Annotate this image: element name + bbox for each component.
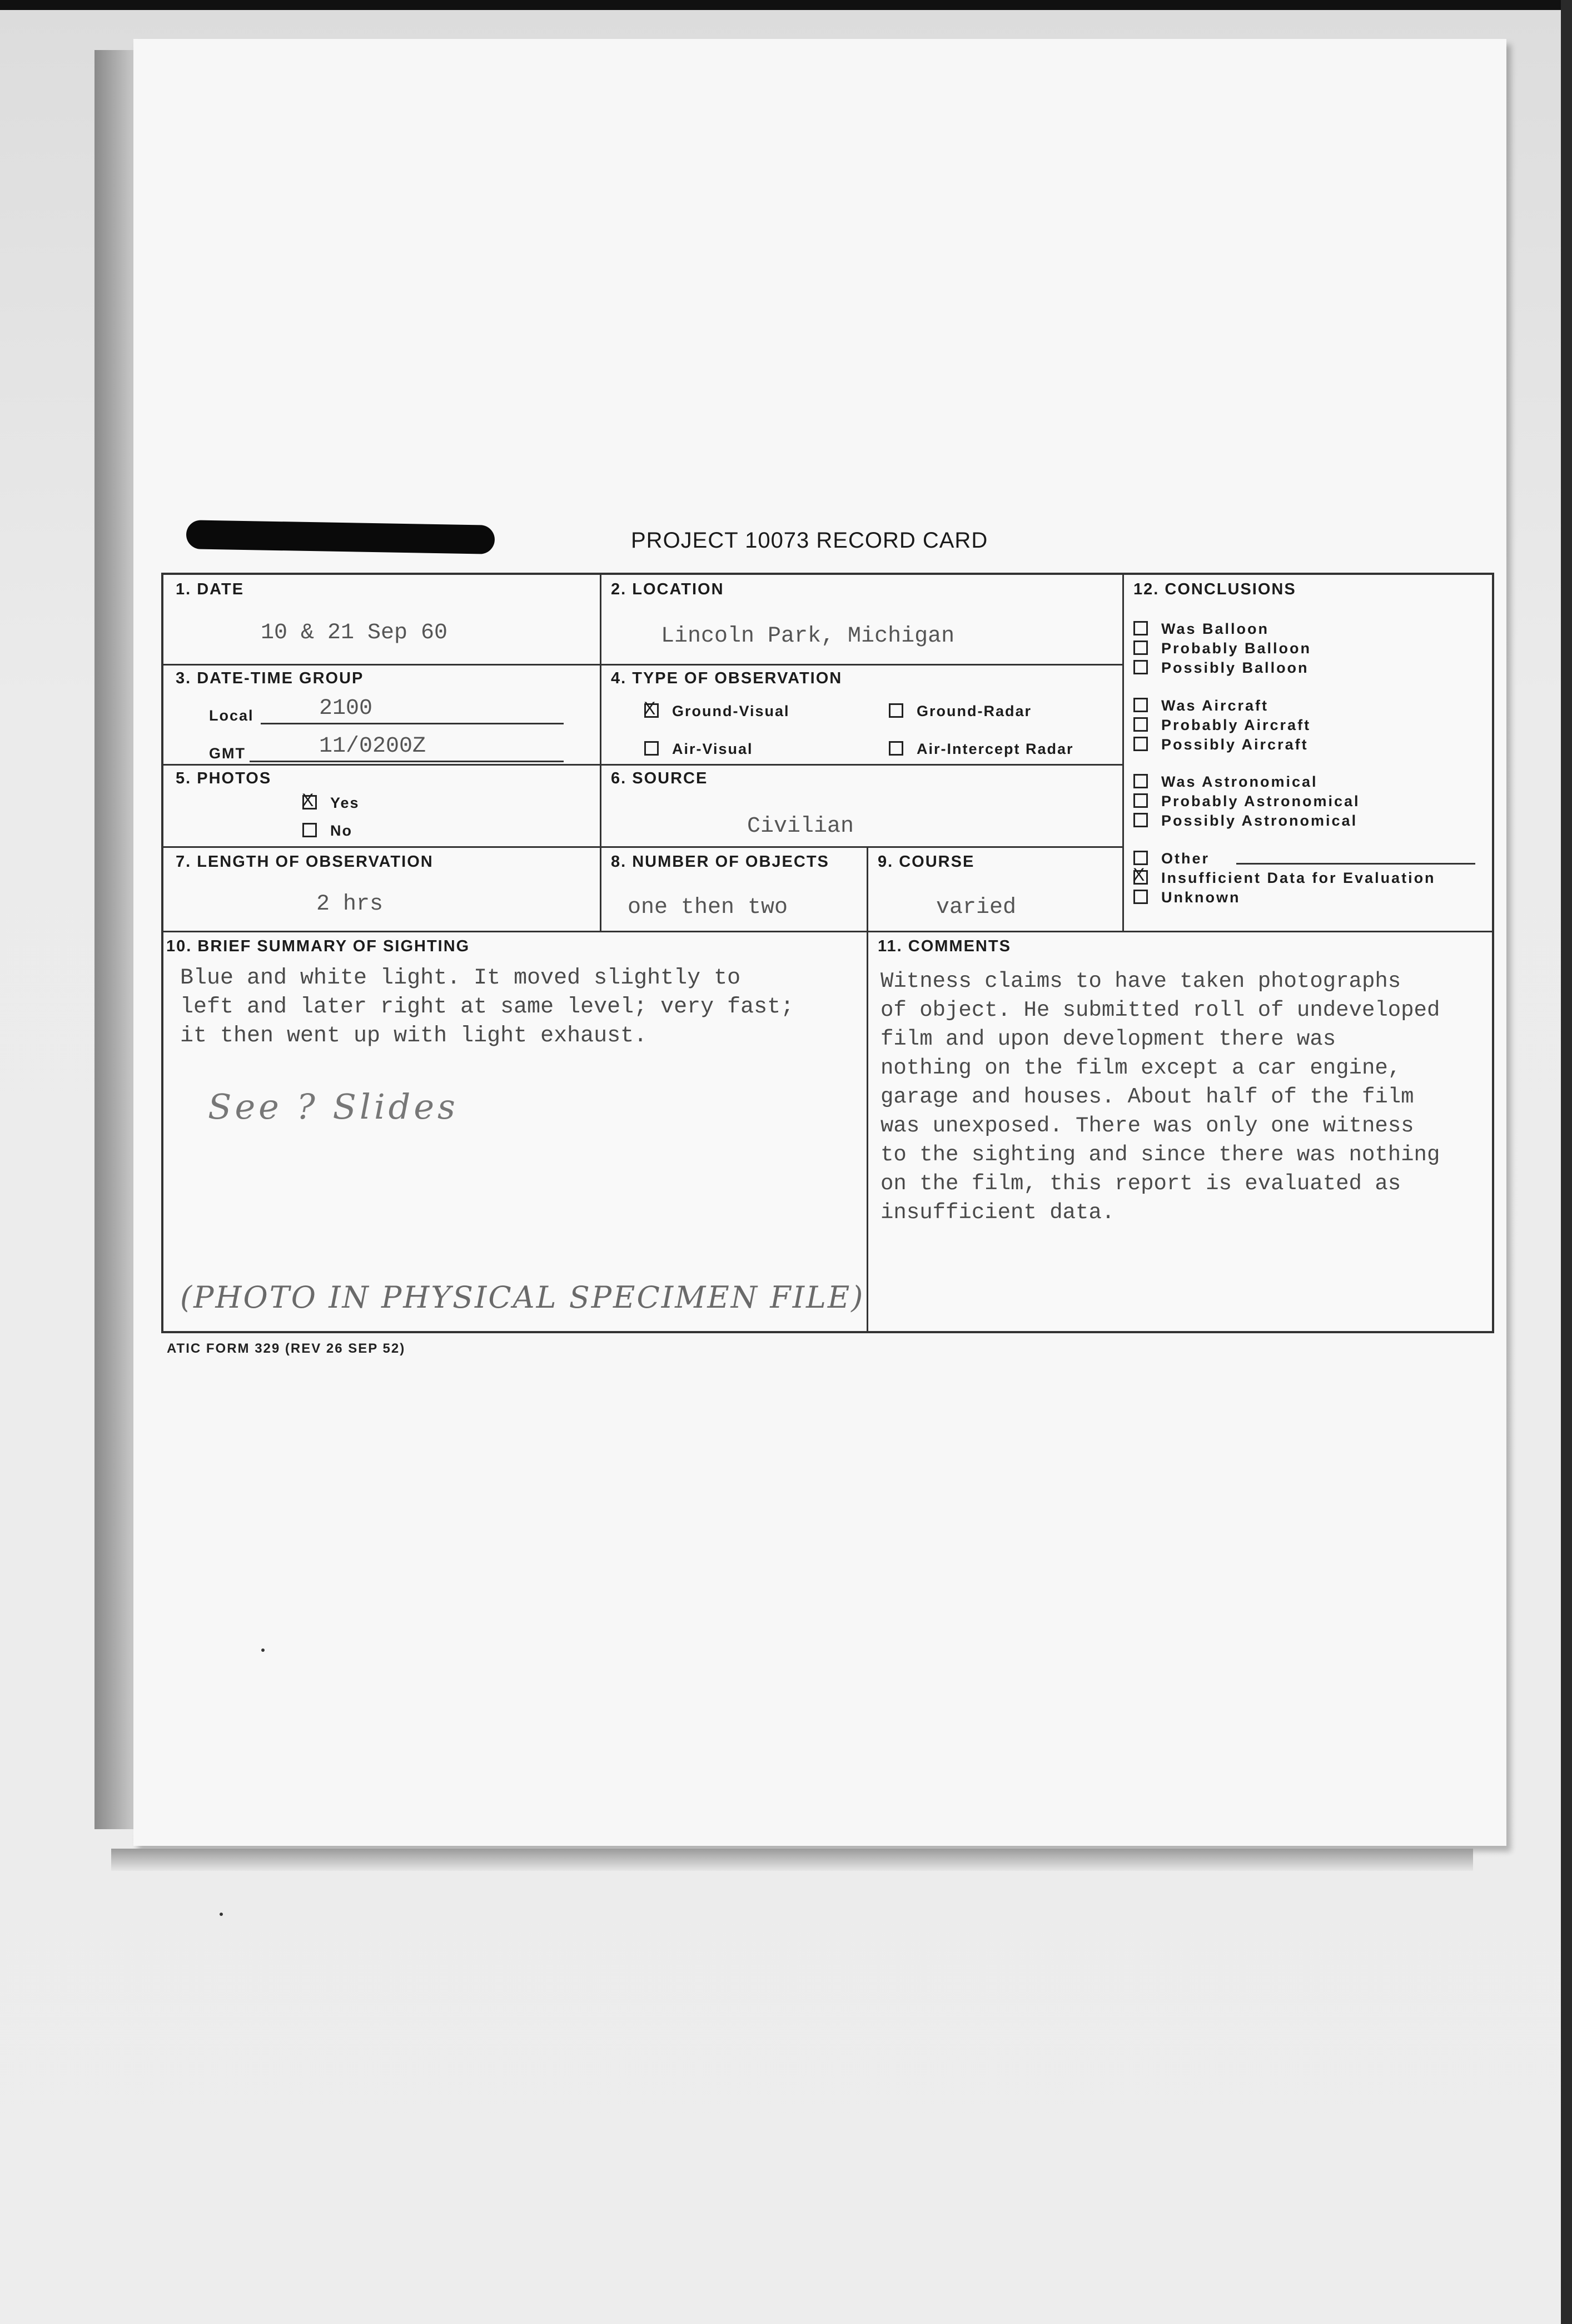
conclusion-possibly-balloon: Possibly Balloon <box>1133 658 1309 678</box>
length-label: 7. LENGTH OF OBSERVATION <box>176 853 434 871</box>
conclusion-was-aircraft: Was Aircraft <box>1133 696 1268 716</box>
conclusion-probably-aircraft: Probably Aircraft <box>1133 716 1311 735</box>
comments-label: 11. COMMENTS <box>878 937 1011 955</box>
course-label: 9. COURSE <box>878 853 975 871</box>
option-air-visual: Air-Visual <box>644 741 753 758</box>
gmt-underline <box>250 761 564 762</box>
col-divider-course <box>867 846 868 931</box>
conclusion-unknown: Unknown <box>1133 888 1241 907</box>
conclusion-probably-astronomical: Probably Astronomical <box>1133 792 1360 811</box>
dtg-label: 3. DATE-TIME GROUP <box>176 669 364 687</box>
type-observation-label: 4. TYPE OF OBSERVATION <box>611 669 843 687</box>
date-value: 10 & 21 Sep 60 <box>261 620 448 645</box>
local-underline <box>261 723 564 724</box>
checkbox-ground-radar <box>889 703 903 718</box>
conclusions-label: 12. CONCLUSIONS <box>1133 580 1296 598</box>
checkbox-probably-astronomical <box>1133 793 1148 808</box>
checkbox-probably-aircraft <box>1133 717 1148 732</box>
conclusion-was-balloon: Was Balloon <box>1133 619 1269 639</box>
gmt-value: 11/0200Z <box>319 734 426 759</box>
local-label: Local <box>209 707 254 724</box>
num-objects-label: 8. NUMBER OF OBJECTS <box>611 853 829 871</box>
paper-shadow-left <box>94 50 133 1829</box>
location-label: 2. LOCATION <box>611 580 724 598</box>
conclusion-insufficient-data: XInsufficient Data for Evaluation <box>1133 868 1436 888</box>
film-edge-top <box>0 0 1572 10</box>
conclusion-possibly-aircraft: Possibly Aircraft <box>1133 735 1309 754</box>
course-value: varied <box>936 895 1017 920</box>
checkbox-was-astronomical <box>1133 774 1148 788</box>
redaction-mark-title <box>186 520 495 554</box>
checkbox-unknown <box>1133 890 1148 904</box>
dust-speck <box>220 1913 223 1916</box>
checkbox-possibly-astronomical <box>1133 813 1148 827</box>
photos-label: 5. PHOTOS <box>176 769 272 787</box>
paper-shadow-bottom <box>111 1849 1473 1871</box>
summary-label: 10. BRIEF SUMMARY OF SIGHTING <box>166 937 470 955</box>
conclusion-possibly-astronomical: Possibly Astronomical <box>1133 811 1357 831</box>
length-value: 2 hrs <box>316 892 384 917</box>
checkbox-was-balloon <box>1133 621 1148 635</box>
checkbox-was-aircraft <box>1133 698 1148 712</box>
gmt-label: GMT <box>209 745 246 762</box>
option-ground-visual: XGround-Visual <box>644 703 790 720</box>
row-divider-1 <box>163 664 1122 666</box>
handwritten-see-slides: See ? Slides <box>208 1086 459 1127</box>
row-divider-4 <box>163 931 1492 932</box>
checkbox-photos-no <box>302 823 317 837</box>
summary-text: Blue and white light. It moved slightly to left and later right at same level; very fast; it then went up with light exhaust. <box>180 966 794 1049</box>
conclusion-probably-balloon: Probably Balloon <box>1133 639 1311 658</box>
checkbox-possibly-aircraft <box>1133 737 1148 751</box>
source-value: Civilian <box>747 814 854 839</box>
checkbox-other <box>1133 851 1148 865</box>
handwritten-photo-note: (PHOTO IN PHYSICAL SPECIMEN FILE) <box>180 1280 865 1315</box>
checkbox-air-intercept-radar <box>889 741 903 756</box>
dust-speck <box>261 1648 265 1652</box>
checkbox-probably-balloon <box>1133 640 1148 655</box>
option-air-intercept-radar: Air-Intercept Radar <box>889 741 1074 758</box>
card-title: PROJECT 10073 RECORD CARD <box>631 528 988 553</box>
checkbox-photos-yes <box>302 795 317 810</box>
col-divider-comments <box>867 931 868 1331</box>
option-ground-radar: Ground-Radar <box>889 703 1032 720</box>
date-label: 1. DATE <box>176 580 245 598</box>
conclusion-was-astronomical: Was Astronomical <box>1133 772 1318 792</box>
film-edge-right <box>1561 0 1572 2324</box>
num-objects-value: one then two <box>628 895 788 920</box>
record-card <box>161 573 1494 1333</box>
location-value: Lincoln Park, Michigan <box>661 624 955 649</box>
conclusion-other: Other <box>1133 849 1210 868</box>
comments-text: Witness claims to have taken photographs of object. He submitted roll of undeveloped film and upon development there was nothing on the film except a car engine, garage and houses. About half of the film was unexposed. There was only one witness to the sighting and since there was nothing on the film, this report is evaluated as insufficient data. <box>880 969 1440 1225</box>
row-divider-3 <box>163 846 1122 848</box>
other-underline <box>1236 863 1475 865</box>
form-footer: ATIC FORM 329 (REV 26 SEP 52) <box>167 1341 406 1356</box>
checkbox-air-visual <box>644 741 659 756</box>
local-value: 2100 <box>319 696 373 721</box>
col-divider-left <box>600 575 601 931</box>
row-divider-2 <box>163 764 1122 766</box>
photos-no: No <box>302 822 352 840</box>
col-divider-right <box>1122 575 1124 931</box>
source-label: 6. SOURCE <box>611 769 708 787</box>
checkbox-possibly-balloon <box>1133 660 1148 674</box>
checkbox-ground-visual <box>644 703 659 718</box>
photos-yes: XYes <box>302 794 360 812</box>
checkbox-insufficient-data <box>1133 870 1148 885</box>
